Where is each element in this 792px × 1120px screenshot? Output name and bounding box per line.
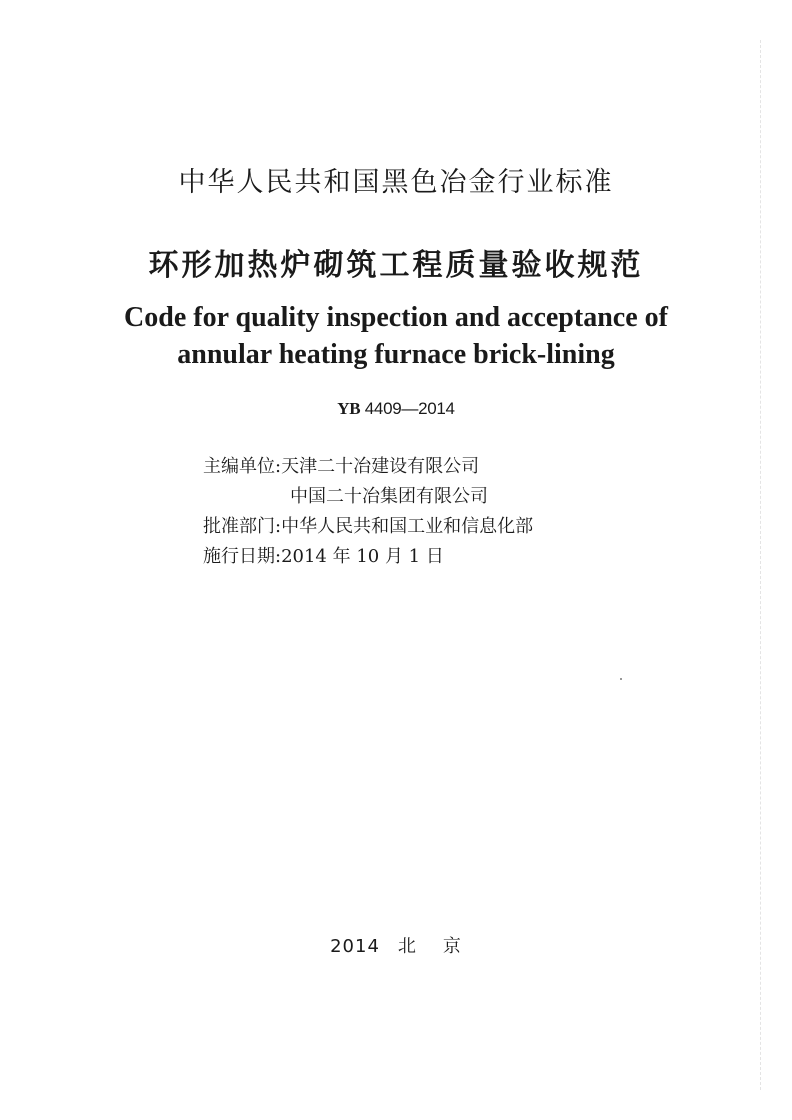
chief-editor-unit-second: 中国二十冶集团有限公司 xyxy=(290,486,488,507)
publication-place-year xyxy=(0,932,792,958)
effective-date: 施行日期:2014 年 10 月 1 日 xyxy=(203,546,444,567)
publication-city-char-2: 京 xyxy=(442,936,462,957)
standard-code-prefix: YB xyxy=(337,399,361,418)
approval-department: 批准部门:中华人民共和国工业和信息化部 xyxy=(203,516,534,537)
standard-code xyxy=(0,399,792,419)
publication-year: 2014 xyxy=(330,936,380,957)
publication-city-char-1: 北 xyxy=(397,936,417,957)
chief-editor-unit: 主编单位:天津二十冶建设有限公司 xyxy=(203,456,480,477)
english-title-line-1: Code for quality inspection and acceptance of xyxy=(124,302,668,333)
scan-speck xyxy=(620,678,622,680)
english-title-line-2: annular heating furnace brick-lining xyxy=(177,339,615,370)
chinese-title: 环形加热炉砌筑工程质量验收规范 xyxy=(148,248,644,283)
series-title: 中华人民共和国黑色冶金行业标准 xyxy=(178,167,614,198)
standard-code-number: 4409—2014 xyxy=(364,399,455,418)
